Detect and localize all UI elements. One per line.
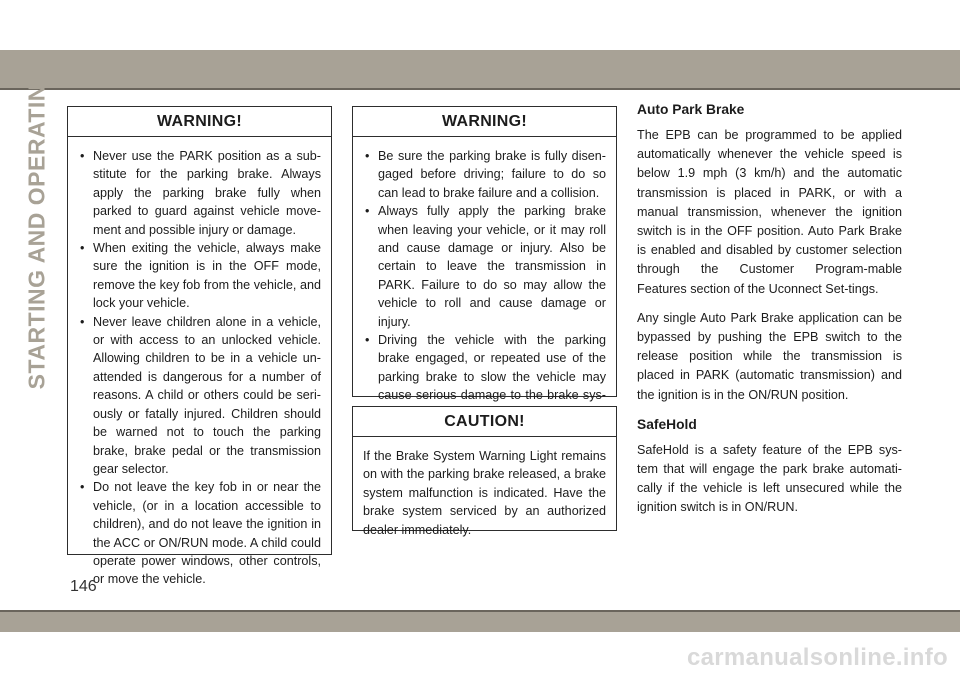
warning-box-title: WARNING!: [353, 107, 616, 137]
header-band: [0, 50, 960, 88]
warning-box-title: WARNING!: [68, 107, 331, 137]
warning-list: [68, 137, 331, 597]
top-margin: [0, 0, 960, 50]
warning-box-parking-brake: [352, 106, 617, 403]
paragraph-safehold: SafeHold is a safety feature of the EPB sys-tem that will engage the park brake automati-cally if the vehicle is left unsecured while the ignition switch is in ON/RUN.: [637, 442, 902, 515]
warning-item: • Never leave children alone in a vehicle, or with access to an unlocked vehicle. Allowing children to be in a vehicle un-attended is dangerous for a number of reasons. A child or others could be seri-ously or fatally injured. Children should be warned not to touch the parking brake, brake pedal or the transmission gear selector.: [80, 313, 321, 479]
caution-text: If the Brake System Warning Light remains on with the parking brake released, a brake system malfunction is indicated. Have the brake system serviced by an authorized dealer immediately.: [363, 449, 606, 537]
section-side-tab: [22, 65, 52, 390]
warning-item: • Never use the PARK position as a sub-stitute for the parking brake. Always apply the parking brake fully when parked to guard against vehicle move-ment and possible injury or damage.: [80, 147, 321, 239]
heading-safehold: SafeHold: [637, 416, 697, 432]
warning-item: • Be sure the parking brake is fully disen-gaged before driving; failure to do so can lead to brake failure and a collision.: [365, 147, 606, 202]
caution-box-title: CAUTION!: [353, 407, 616, 437]
warning-item: • Always fully apply the parking brake when leaving your vehicle, or it may roll and cause damage or injury. Also be certain to leave the transmission in PARK. Failure to do so may allow the vehicle to roll and cause damage or injury.: [365, 202, 606, 331]
footer-band: [0, 612, 960, 632]
body-column: [637, 100, 902, 518]
watermark: carmanualsonline.info: [686, 644, 948, 671]
section-side-tab-label: STARTING AND OPERATING: [23, 65, 50, 390]
warning-item: • Do not leave the key fob in or near the vehicle, (or in a location accessible to children), and do not leave the ignition in the ACC or ON/RUN mode. A child could operate power windows, other controls, or move the vehicle.: [80, 478, 321, 588]
header-rule: [0, 88, 960, 90]
paragraph-auto-park-1: The EPB can be programmed to be applied automatically whenever the vehicle speed is below 1.9 mph (3 km/h) and the automatic transmission is placed in PARK, or with a manual transmission, whenever the ignition switch is in the OFF position. Auto Park Brake is enabled and disabled by customer selection through the Customer Program-mable Features section of the Uconnect Set-tings.: [637, 128, 902, 296]
heading-auto-park-brake: Auto Park Brake: [637, 102, 745, 117]
warning-list: [353, 137, 616, 431]
warning-item: • When exiting the vehicle, always make sure the ignition is in the OFF mode, remove the key fob from the vehicle, and lock your vehicle.: [80, 239, 321, 313]
paragraph-auto-park-2: Any single Auto Park Brake application can be bypassed by pushing the EPB switch to the release position while the transmission is placed in PARK (automatic transmission) and the ignition is in the ON/RUN position.: [637, 310, 902, 402]
page-number: 146: [70, 578, 97, 595]
warning-item: • Driving the vehicle with the parking brake engaged, or repeated use of the parking brake to slow the vehicle may cause serious damage to the brake sys-: [365, 331, 606, 423]
caution-box: [352, 406, 617, 537]
